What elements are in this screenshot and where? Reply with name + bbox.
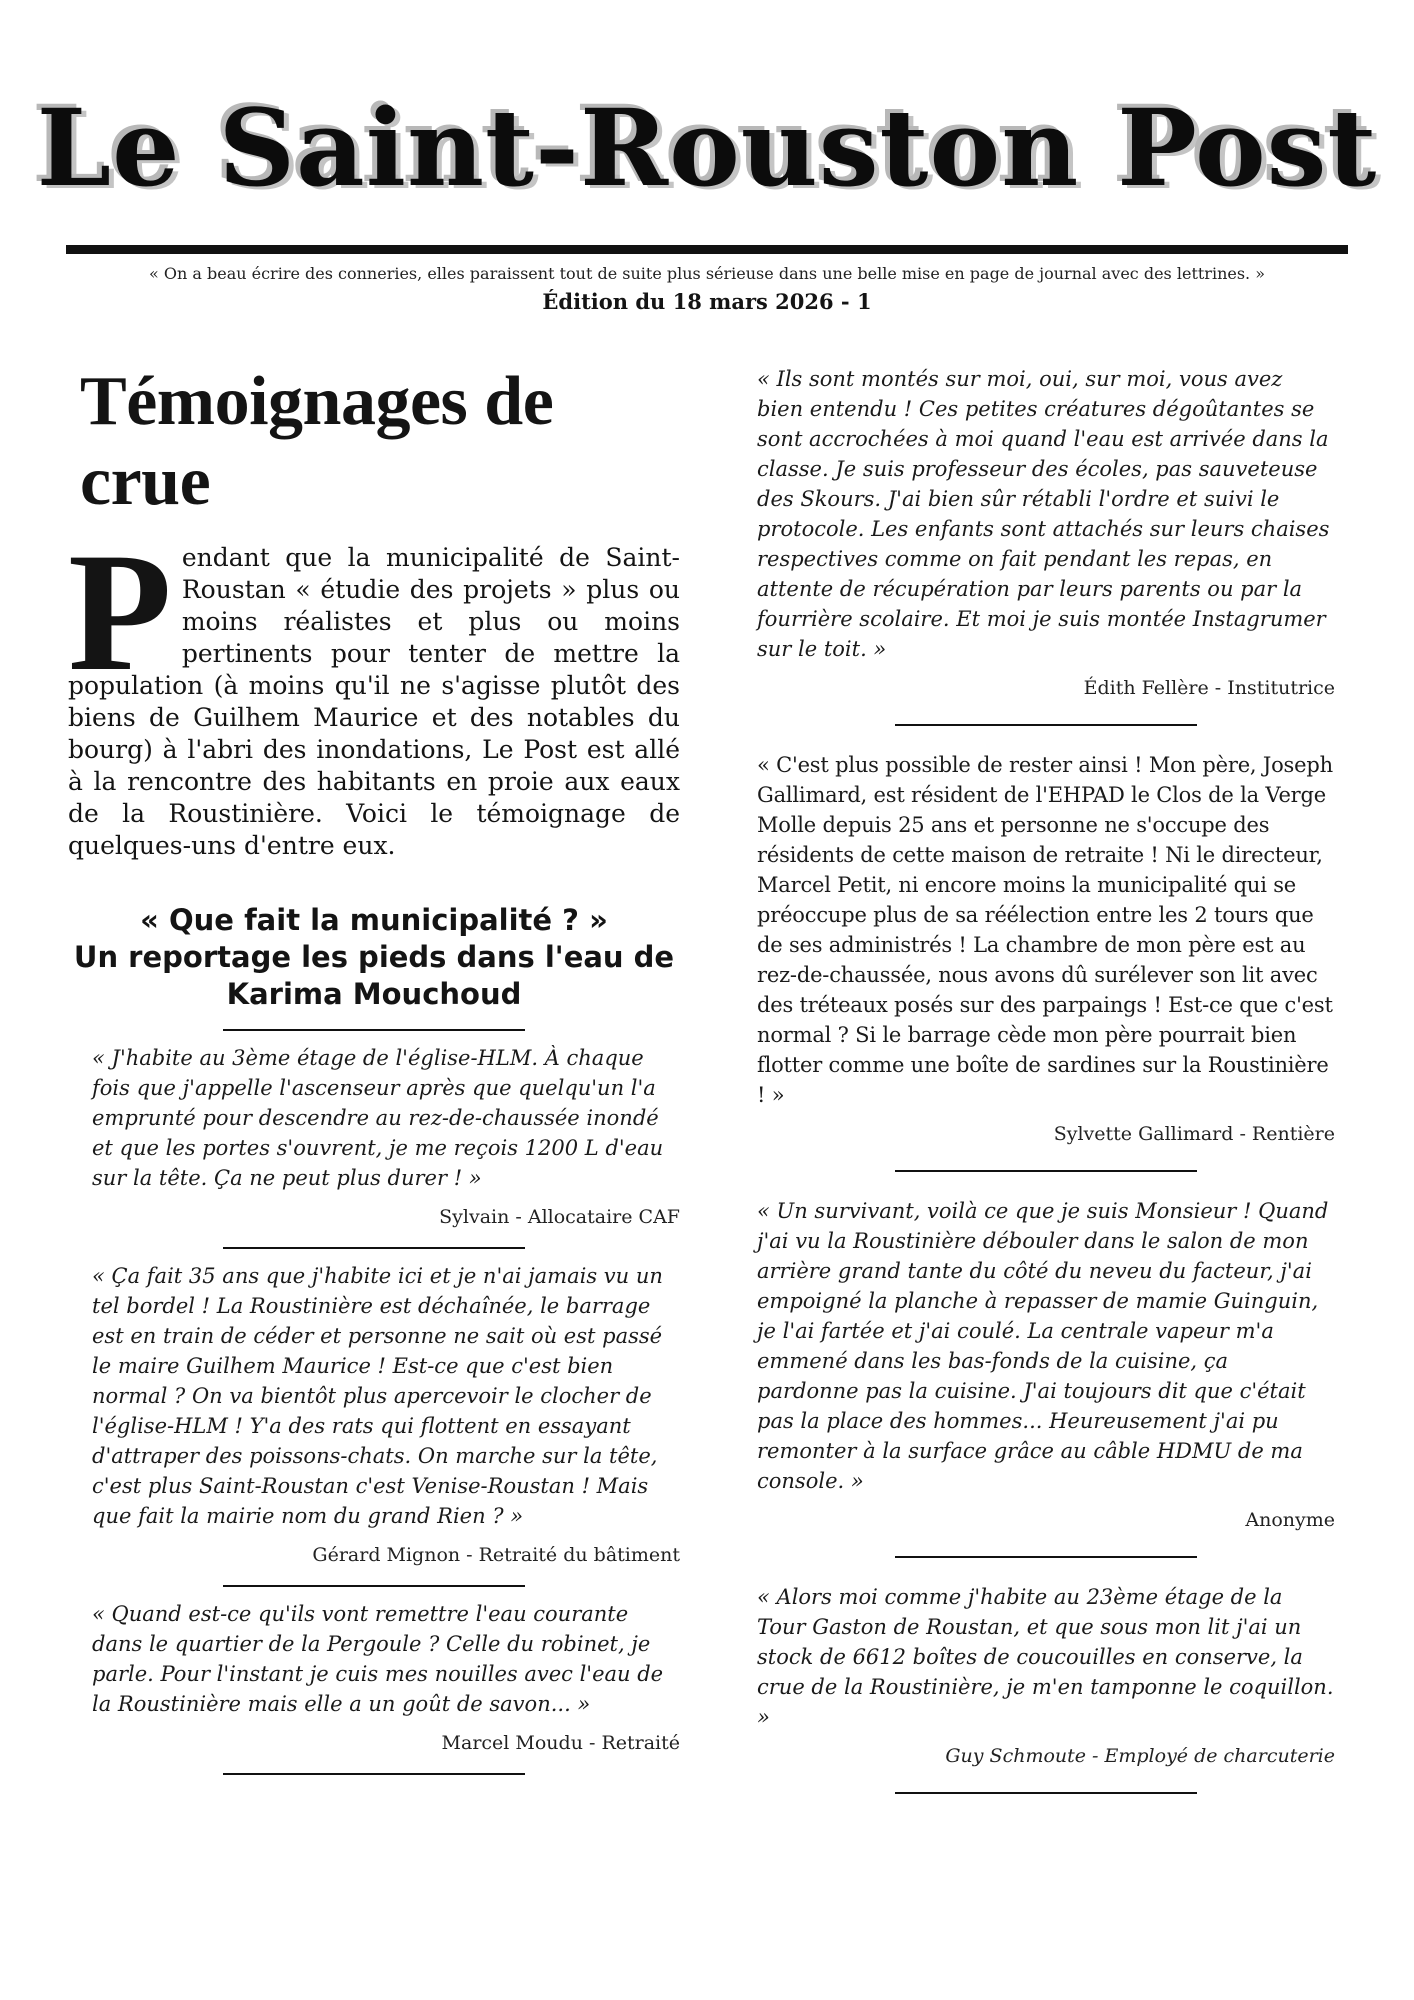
lede-text: endant que la municipalité de Saint-Roustan « étudie des projets » plus ou moins réalistes et plus ou moins pertinents pour tenter de mettre la population (à moins qu'il ne s'agisse plutôt des biens de Guilhem Maurice et des notables du bourg) à l'abri des inondations, Le Post est allé à la rencontre des habitants en proie aux eaux de la Roustinière. Voici le témoignage de quelques-uns d'entre eux. xyxy=(68,543,680,860)
subhead-line-2: Un reportage les pieds dans l'eau de Karima Mouchoud xyxy=(73,940,675,1011)
newspaper-masthead: Le Saint-Rouston Post xyxy=(36,85,1378,210)
testimony-quote: « C'est plus possible de rester ainsi ! Mon père, Joseph Gallimard, est résident de l'EHPAD le Clos de la Verge Molle depuis 25 ans et personne ne s'occupe des résidents de cette maison de retraite ! Ni le directeur, Marcel Petit, ni encore moins la municipalité qui se préoccupe plus de sa réélection entre les 2 tours que de ses administrés ! La chambre de mon père est au rez-de-chaussée, nous avons dû surélever son lit avec des tréteaux posés sur des parpaings ! Est-ce que c'est normal ? Si le barrage cède mon père pourrait bien flotter comme une boîte de sardines sur la Roustinière ! » xyxy=(757,753,1333,1107)
section-divider xyxy=(223,1029,525,1031)
testimony-author: Anonyme xyxy=(1245,1509,1335,1531)
section-divider xyxy=(895,724,1197,726)
testimony-author: Sylvette Gallimard - Rentière xyxy=(1053,1123,1335,1145)
testimony-quote: « Ça fait 35 ans que j'habite ici et je n'ai jamais vu un tel bordel ! La Roustinière est déchaînée, le barrage est en train de céder et personne ne sait où est passé le maire Guilhem Maurice ! Est-ce que c'est bien normal ? On va bientôt plus apercevoir le clocher de l'église-HLM ! Y'a des rats qui flottent en essayant d'attraper des poissons-chats. On marche sur la tête, c'est plus Saint-Roustan c'est Venise-Roustan ! Mais que fait la mairie nom du grand Rien ? » xyxy=(92,1264,663,1528)
testimony-quote: « Quand est-ce qu'ils vont remettre l'eau courante dans le quartier de la Pergoule ? Celle du robinet, je parle. Pour l'instant je cuis mes nouilles avec l'eau de la Roustinière mais elle a un goût de savon... » xyxy=(92,1602,664,1716)
section-divider xyxy=(223,1585,525,1587)
article-title: Témoignages de crue xyxy=(80,363,554,520)
testimony-quote: « Ils sont montés sur moi, oui, sur moi, vous avez bien entendu ! Ces petites créatures dégoûtantes se sont accrochées à moi quand l'eau est arrivée dans la classe. Je suis professeur des écoles, pas sauveteuse des Skours. J'ai bien sûr rétabli l'ordre et suivi le protocole. Les enfants sont attachés sur leurs chaises respectives comme on fait pendant les repas, en attente de récupération par leurs parents ou par la fourrière scolaire. Et moi je suis montée Instagrumer sur le toit. » xyxy=(757,367,1330,661)
newspaper-motto: « On a beau écrire des conneries, elles paraissent tout de suite plus sérieuse dans une belle mise en page de journal avec des lettrines. » xyxy=(148,264,1266,283)
testimony-quote: « Un survivant, voilà ce que je suis Monsieur ! Quand j'ai vu la Roustinière débouler dans le salon de mon arrière grand tante du côté du neveu du facteur, j'ai empoigné la planche à repasser de mamie Guinguin, je l'ai fartée et j'ai coulé. La centrale vapeur m'a emmené dans les bas-fonds de la cuisine, ça pardonne pas la cuisine. J'ai toujours dit que c'était pas la place des hommes... Heureusement j'ai pu remonter à la surface grâce au câble HDMU de ma console. » xyxy=(757,1199,1329,1493)
testimony-author: Marcel Moudu - Retraité xyxy=(441,1732,680,1754)
masthead-rule xyxy=(66,245,1348,254)
section-divider xyxy=(895,1792,1197,1794)
testimony-author: Guy Schmoute - Employé de charcuterie xyxy=(945,1745,1335,1767)
left-column xyxy=(68,362,680,1775)
edition-line: Édition du 18 mars 2026 - 1 xyxy=(542,289,872,314)
section-divider xyxy=(223,1247,525,1249)
drop-cap: P xyxy=(68,518,172,706)
section-divider xyxy=(895,1556,1197,1558)
section-divider xyxy=(895,1170,1197,1172)
article-lede xyxy=(68,518,680,862)
section-divider xyxy=(223,1773,525,1775)
testimony-quote: « J'habite au 3ème étage de l'église-HLM. À chaque fois que j'appelle l'ascenseur après que quelqu'un l'a emprunté pour descendre au rez-de-chaussée inondé et que les portes s'ouvrent, je me reçois 1200 L d'eau sur la tête. Ça ne peut plus durer ! » xyxy=(92,1046,664,1190)
article-subhead xyxy=(68,902,680,1013)
testimony-author: Gérard Mignon - Retraité du bâtiment xyxy=(312,1544,680,1566)
subhead-line-1: « Que fait la municipalité ? » xyxy=(140,903,608,937)
right-column xyxy=(757,364,1335,1794)
testimony-author: Sylvain - Allocataire CAF xyxy=(439,1206,680,1228)
testimony-quote: « Alors moi comme j'habite au 23ème étage de la Tour Gaston de Roustan, et que sous mon lit j'ai un stock de 6612 boîtes de coucouilles en conserve, la crue de la Roustinière, je m'en tamponne le coquillon. » xyxy=(757,1585,1334,1729)
testimony-author: Édith Fellère - Institutrice xyxy=(1083,677,1335,699)
